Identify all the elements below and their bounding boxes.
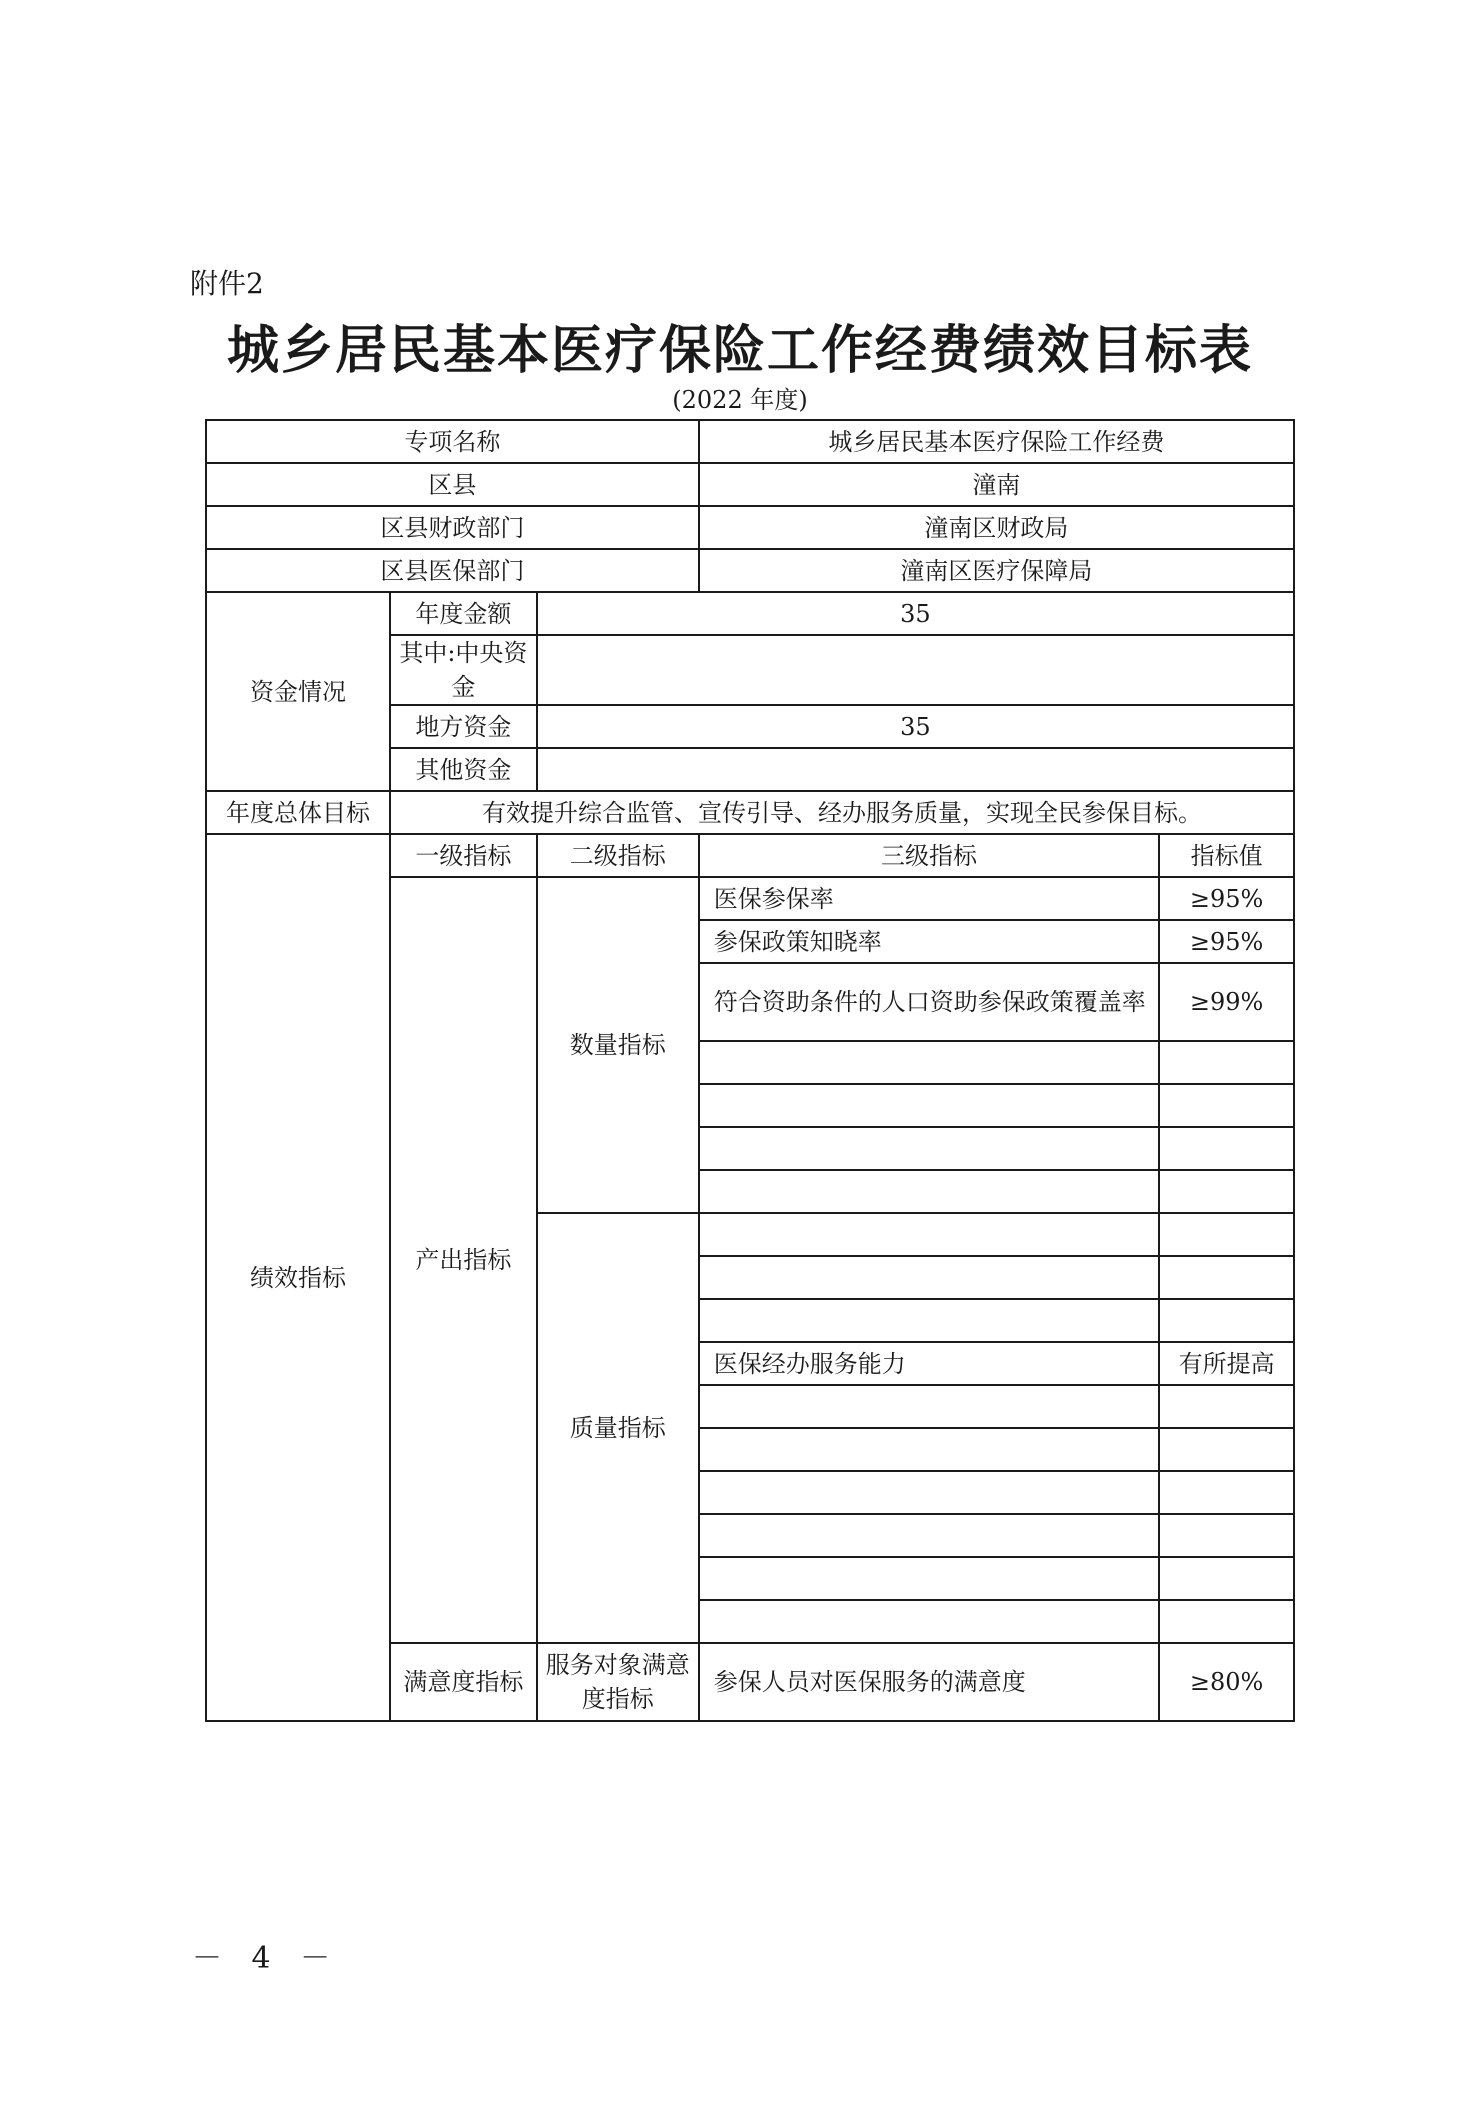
indicator-name [699,1256,1160,1299]
project-row [206,420,1294,463]
funds-central-value [537,635,1294,705]
performance-label: 绩效指标 [206,834,390,1721]
quantity-indicator-label: 数量指标 [537,877,699,1213]
header-level1: 一级指标 [390,834,537,877]
indicator-value [1159,1471,1294,1514]
indicator-name [699,1385,1160,1428]
header-value: 指标值 [1159,834,1294,877]
funds-other-value [537,748,1294,791]
indicator-value [1159,1557,1294,1600]
indicator-name [699,1299,1160,1342]
indicator-value [1159,1170,1294,1213]
indicator-name [699,1041,1160,1084]
satisfaction-label: 满意度指标 [390,1643,537,1721]
indicator-name [699,1213,1160,1256]
indicator-value [1159,1127,1294,1170]
indicator-name [699,1084,1160,1127]
project-value: 城乡居民基本医疗保险工作经费 [699,420,1294,463]
indicator-value [1159,1299,1294,1342]
medical-value: 潼南区医疗保障局 [699,549,1294,592]
performance-header-row [206,834,1294,877]
header-level3: 三级指标 [699,834,1160,877]
indicator-name [699,1471,1160,1514]
indicator-value [1159,1084,1294,1127]
indicator-name: 参保政策知晓率 [699,920,1160,963]
header-level2: 二级指标 [537,834,699,877]
quality-indicator-label: 质量指标 [537,1213,699,1643]
project-label: 专项名称 [206,420,699,463]
county-label: 区县 [206,463,699,506]
page-number: － 4 － [192,1941,341,1976]
indicator-value [1159,1213,1294,1256]
indicator-value: 有所提高 [1159,1342,1294,1385]
medical-label: 区县医保部门 [206,549,699,592]
funds-annual-label: 年度金额 [390,592,537,635]
indicator-value [1159,1041,1294,1084]
satisfaction-indicator-name: 参保人员对医保服务的满意度 [699,1643,1160,1721]
funds-central-label: 其中:中央资金 [390,635,537,705]
county-value: 潼南 [699,463,1294,506]
goal-row [206,791,1294,834]
medical-row [206,549,1294,592]
goal-label: 年度总体目标 [206,791,390,834]
year-label: (2022 年度) [672,386,808,414]
funds-other-label: 其他资金 [390,748,537,791]
indicator-name [699,1514,1160,1557]
page-title: 城乡居民基本医疗保险工作经费绩效目标表 [226,320,1253,381]
finance-label: 区县财政部门 [206,506,699,549]
indicator-value [1159,1385,1294,1428]
indicator-name [699,1557,1160,1600]
funds-annual-value: 35 [537,592,1294,635]
attachment-label: 附件2 [190,267,264,300]
funds-annual-row [206,592,1294,635]
indicator-name [699,1127,1160,1170]
indicator-value [1159,1514,1294,1557]
county-row [206,463,1294,506]
funds-label: 资金情况 [206,592,390,791]
indicator-name [699,1600,1160,1643]
funds-local-label: 地方资金 [390,705,537,748]
output-indicator-label: 产出指标 [390,877,537,1643]
service-label: 服务对象满意度指标 [537,1643,699,1721]
indicator-value: ≥95% [1159,920,1294,963]
indicator-name: 医保参保率 [699,877,1160,920]
indicator-value: ≥95% [1159,877,1294,920]
finance-value: 潼南区财政局 [699,506,1294,549]
goal-value: 有效提升综合监管、宣传引导、经办服务质量，实现全民参保目标。 [390,791,1294,834]
indicator-value [1159,1428,1294,1471]
indicator-value: ≥99% [1159,963,1294,1041]
indicator-value [1159,1600,1294,1643]
indicator-name [699,1170,1160,1213]
indicator-name [699,1428,1160,1471]
performance-target-table [205,419,1295,1722]
satisfaction-indicator-value: ≥80% [1159,1643,1294,1721]
indicator-value [1159,1256,1294,1299]
indicator-name: 符合资助条件的人口资助参保政策覆盖率 [699,963,1160,1041]
funds-local-value: 35 [537,705,1294,748]
finance-row [206,506,1294,549]
indicator-name: 医保经办服务能力 [699,1342,1160,1385]
